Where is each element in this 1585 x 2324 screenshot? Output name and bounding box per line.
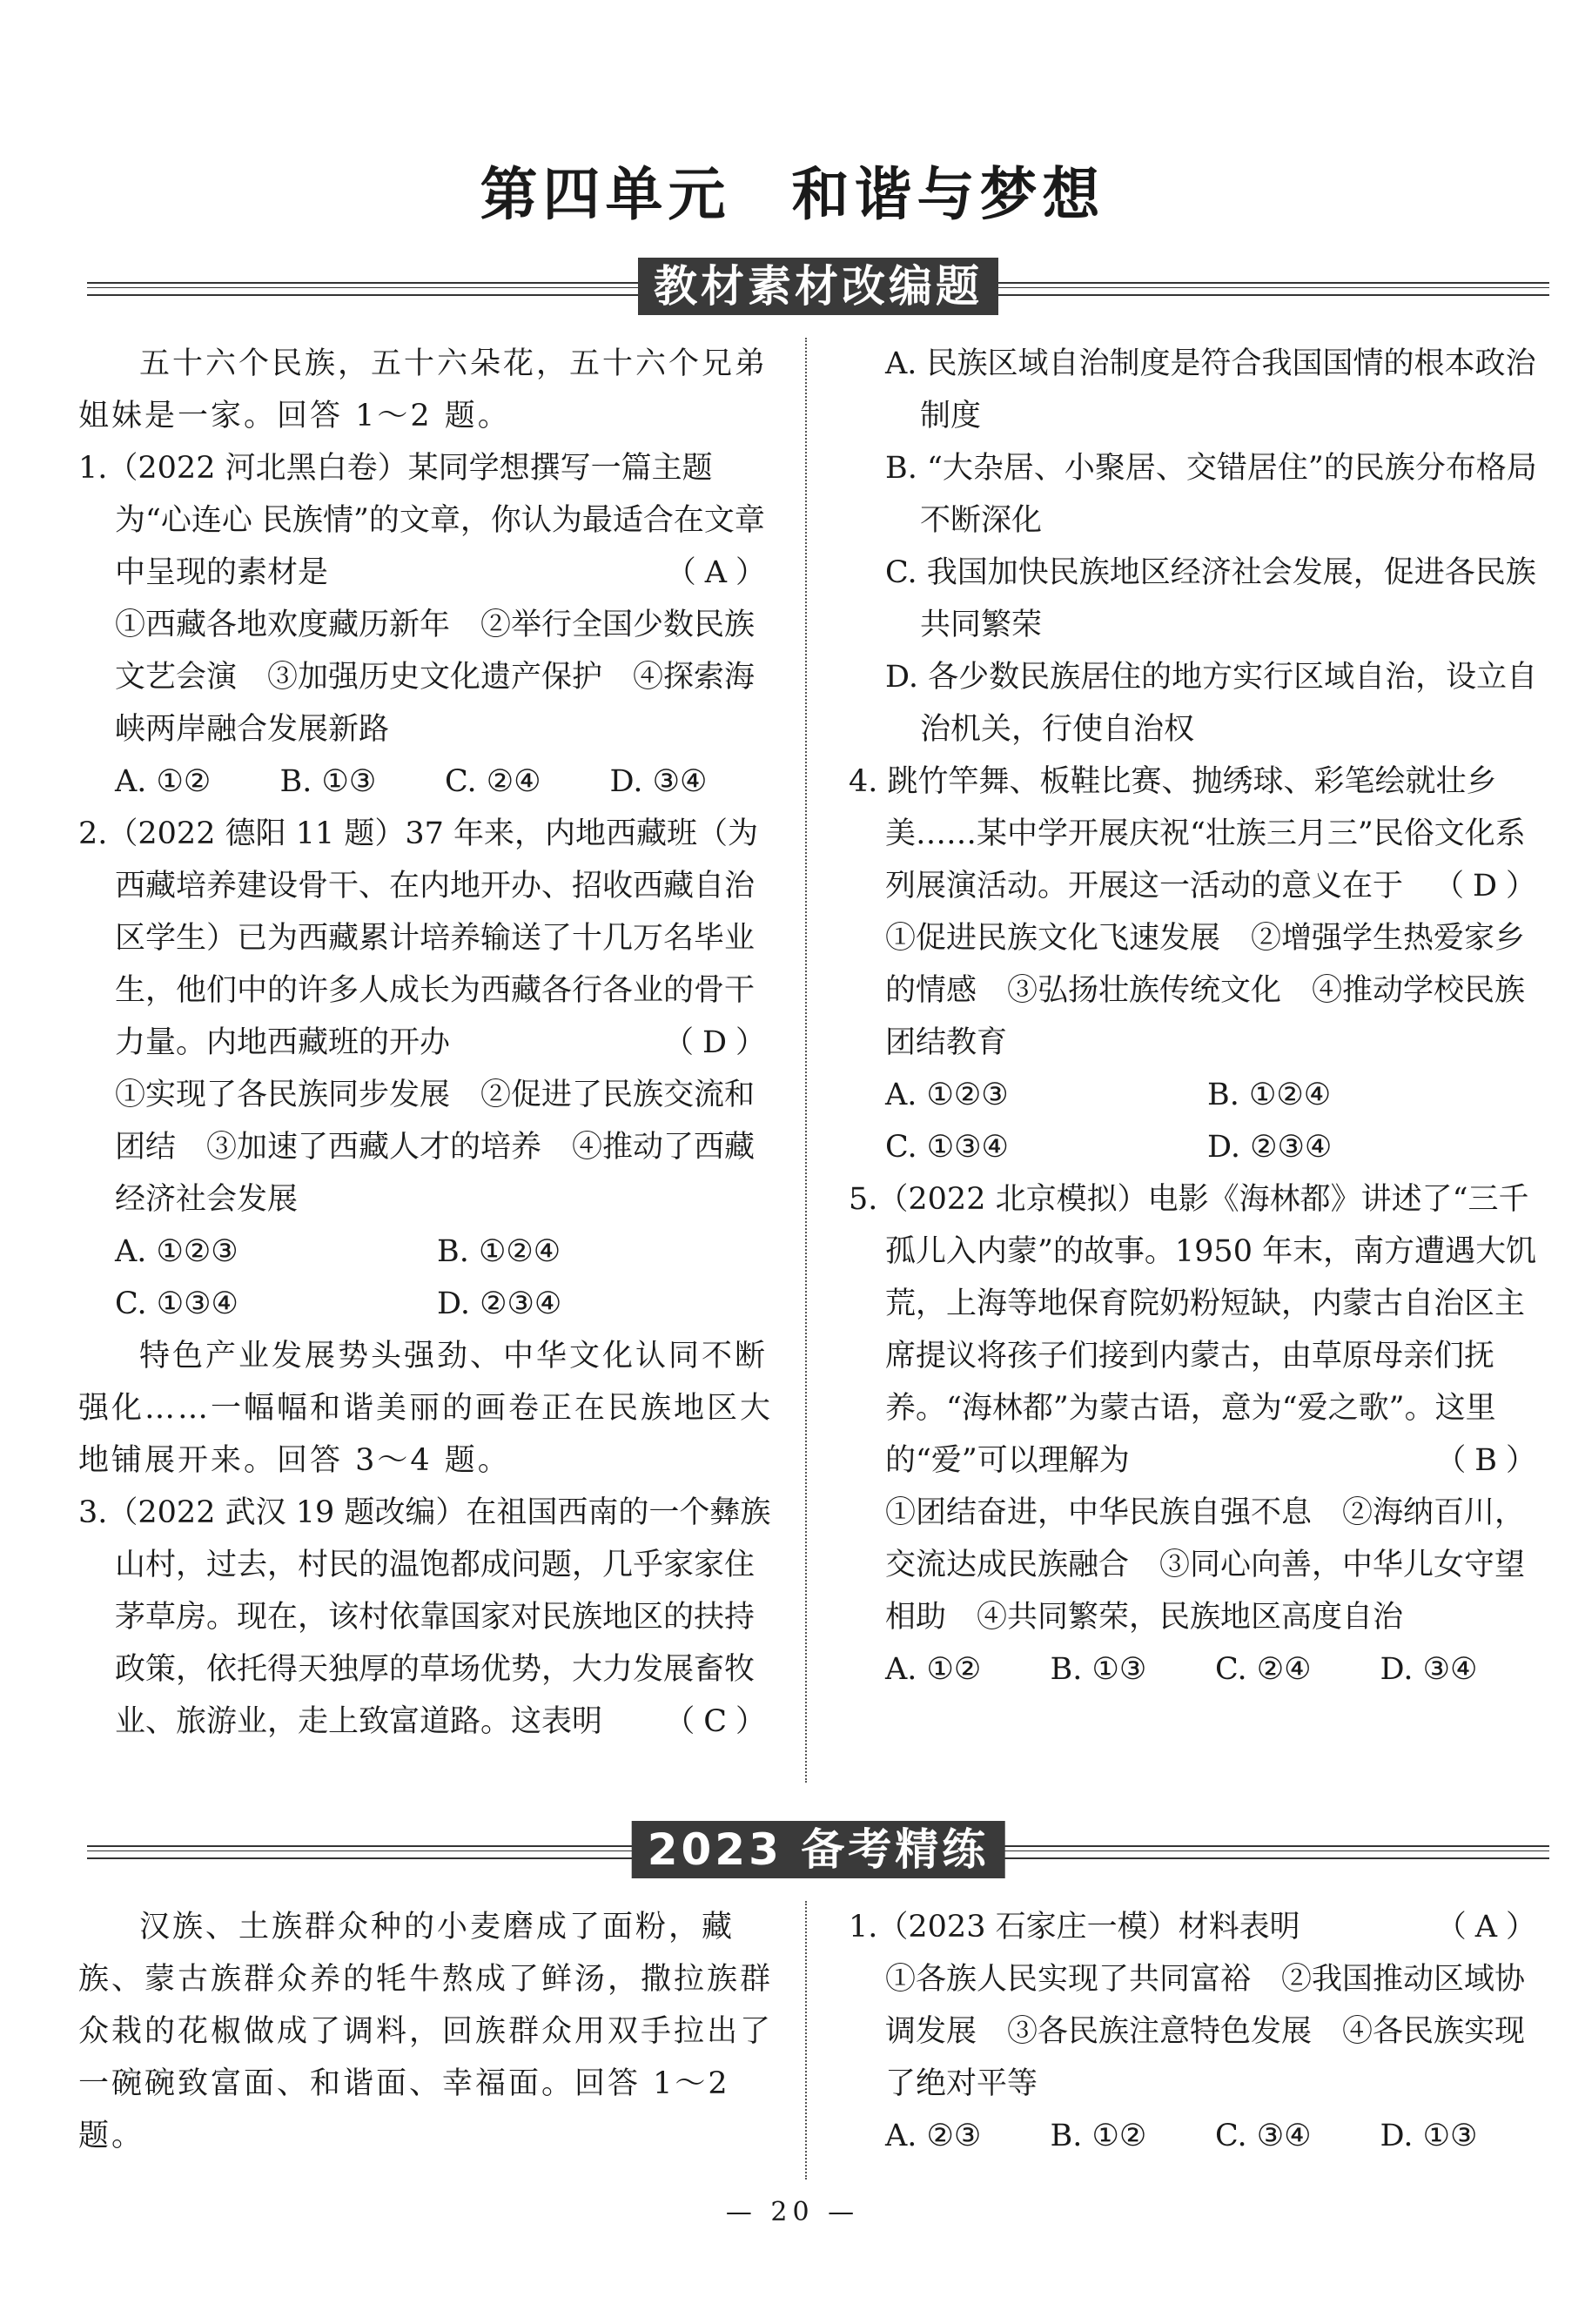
option-c: C. ②④ [1215,1652,1312,1687]
section-label: 2023 备考精练 [632,1821,1005,1878]
right-column-2 [849,1901,1545,2162]
options-row [78,1278,775,1330]
question-4 [849,756,1545,912]
option-a: A. ①② [115,764,212,799]
option-d: D. ②③④ [437,1286,562,1321]
answer-mark: （D） [1433,869,1545,903]
question-stem: 1.（2022 河北黑白卷）某同学想撰写一篇主题为“心连心 民族情”的文章，你认为最适合在文章中呈现的素材是 [78,451,765,590]
option-a: A. ①②③ [115,1234,238,1269]
option-b: B. ①② [1050,2119,1147,2153]
answer-mark: （B） [1435,1443,1545,1478]
question-1 [78,442,775,599]
question-items: ①团结奋进，中华民族自强不息 ②海纳百川，交流达成民族融合 ③同心向善，中华儿女守望相助 ④共同繁荣，民族地区高度自治 [885,1495,1526,1635]
column-divider [805,338,807,1783]
answer-mark: （C） [664,1704,775,1739]
question-5 [849,1173,1545,1487]
option-c: C. ③④ [1215,2119,1312,2153]
option-a: A. ②③ [885,2119,982,2153]
question-stem: 4. 跳竹竿舞、板鞋比赛、抛绣球、彩笔绘就壮乡美……某中学开展庆祝“壮族三月三”民俗文化系列展演活动。开展这一活动的意义在于 [849,764,1526,903]
question-stem: 1.（2023 石家庄一模）材料表明 [849,1910,1300,1945]
option-c: C. ②④ [445,764,541,799]
option-b: B. ①③ [279,764,377,799]
option-a: A. ①② [885,1652,982,1687]
unit-number: 第四单元 [480,161,731,228]
question-items: ①促进民族文化飞速发展 ②增强学生热爱家乡的情感 ③弘扬壮族传统文化 ④推动学校民族团结教育 [885,921,1526,1060]
question-stem: 2.（2022 德阳 11 题）37 年来，内地西藏班（为西藏培养建设骨干、在内地开办、招收西藏自治区学生）已为西藏累计培养输送了十几万名毕业生，他们中的许多人成长为西藏各行各业的骨干力量。内地西藏班的开办 [78,816,759,1060]
answer-mark: （D） [662,1025,775,1060]
option-d: D. ③④ [609,764,708,799]
options-row [849,1121,1545,1173]
question-items: ①各族人民实现了共同富裕 ②我国推动区域协调发展 ③各民族注意特色发展 ④各民族实现了绝对平等 [885,1962,1526,2101]
options-row [849,1069,1545,1121]
option-d: D. ②③④ [1207,1130,1333,1165]
options-row [78,1226,775,1278]
options-row [849,2110,1545,2162]
unit-theme: 和谐与梦想 [791,161,1105,228]
option-c: C. 我国加快民族地区经济社会发展，促进各民族共同繁荣 [885,555,1536,642]
options-row [78,756,775,808]
section-label: 教材素材改编题 [638,258,998,315]
option-a: A. ①②③ [885,1078,1009,1112]
section-banner-practice [87,1821,1549,1882]
option-b: B. “大杂居、小聚居、交错居住”的民族分布格局不断深化 [885,451,1537,538]
page-title [0,148,1585,231]
passage-intro: 汉族、土族群众种的小麦磨成了面粉，藏族、蒙古族群众养的牦牛熬成了鲜汤，撒拉族群众栽的花椒做成了调料，回族群众用双手拉出了一碗碗致富面、和谐面、幸福面。回答 1～2 题。 [78,1910,774,2153]
question-items: ①实现了各民族同步发展 ②促进了民族交流和团结 ③加速了西藏人才的培养 ④推动了西藏经济社会发展 [115,1078,756,1217]
option-b: B. ①②④ [437,1234,561,1269]
left-column-1 [78,338,775,1748]
section-banner-textbook [87,258,1549,319]
answer-mark: （A） [1435,1910,1545,1945]
option-a: A. 民族区域自治制度是符合我国国情的根本政治制度 [885,346,1536,433]
passage-intro: 五十六个民族，五十六朵花，五十六个兄弟姐妹是一家。回答 1～2 题。 [78,346,769,433]
option-d: D. ③④ [1380,1652,1478,1687]
passage-intro: 特色产业发展势头强劲、中华文化认同不断强化……一幅幅和谐美丽的画卷正在民族地区大地铺展开来。回答 3～4 题。 [78,1339,774,1478]
option-c: C. ①③④ [885,1130,1009,1165]
question-stem: 5.（2022 北京模拟）电影《海林都》讲述了“三千孤儿入内蒙”的故事。1950 年末，南方遭遇大饥荒，上海等地保育院奶粉短缺，内蒙古自治区主席提议将孩子们接到内蒙古，由草原母亲们抚养。“海林都”为蒙古语，意为“爱之歌”。这里的“爱”可以理解为 [849,1182,1537,1478]
option-d: D. ①③ [1380,2119,1478,2153]
left-column-2 [78,1901,775,2162]
options-row [849,1643,1545,1696]
option-b: B. ①③ [1050,1652,1147,1687]
option-b: B. ①②④ [1207,1078,1332,1112]
question-2 [78,808,775,1069]
option-c: C. ①③④ [115,1286,238,1321]
question-1 [849,1901,1545,1953]
question-items: ①西藏各地欢度藏历新年 ②举行全国少数民族文艺会演 ③加强历史文化遗产保护 ④探索海峡两岸融合发展新路 [115,608,756,747]
page-number: — 20 — [725,2197,860,2227]
column-divider [805,1901,807,2180]
question-stem: 3.（2022 武汉 19 题改编）在祖国西南的一个彝族山村，过去，村民的温饱都成问题，几乎家家住茅草房。现在，该村依靠国家对民族地区的扶持政策，依托得天独厚的草场优势，大力发展畜牧业、旅游业，走上致富道路。这表明 [78,1495,771,1739]
option-d: D. 各少数民族居住的地方实行区域自治，设立自治机关，行使自治权 [885,660,1538,747]
right-column-1 [849,338,1545,1696]
question-3 [78,1487,775,1748]
answer-mark: （A） [665,555,775,590]
